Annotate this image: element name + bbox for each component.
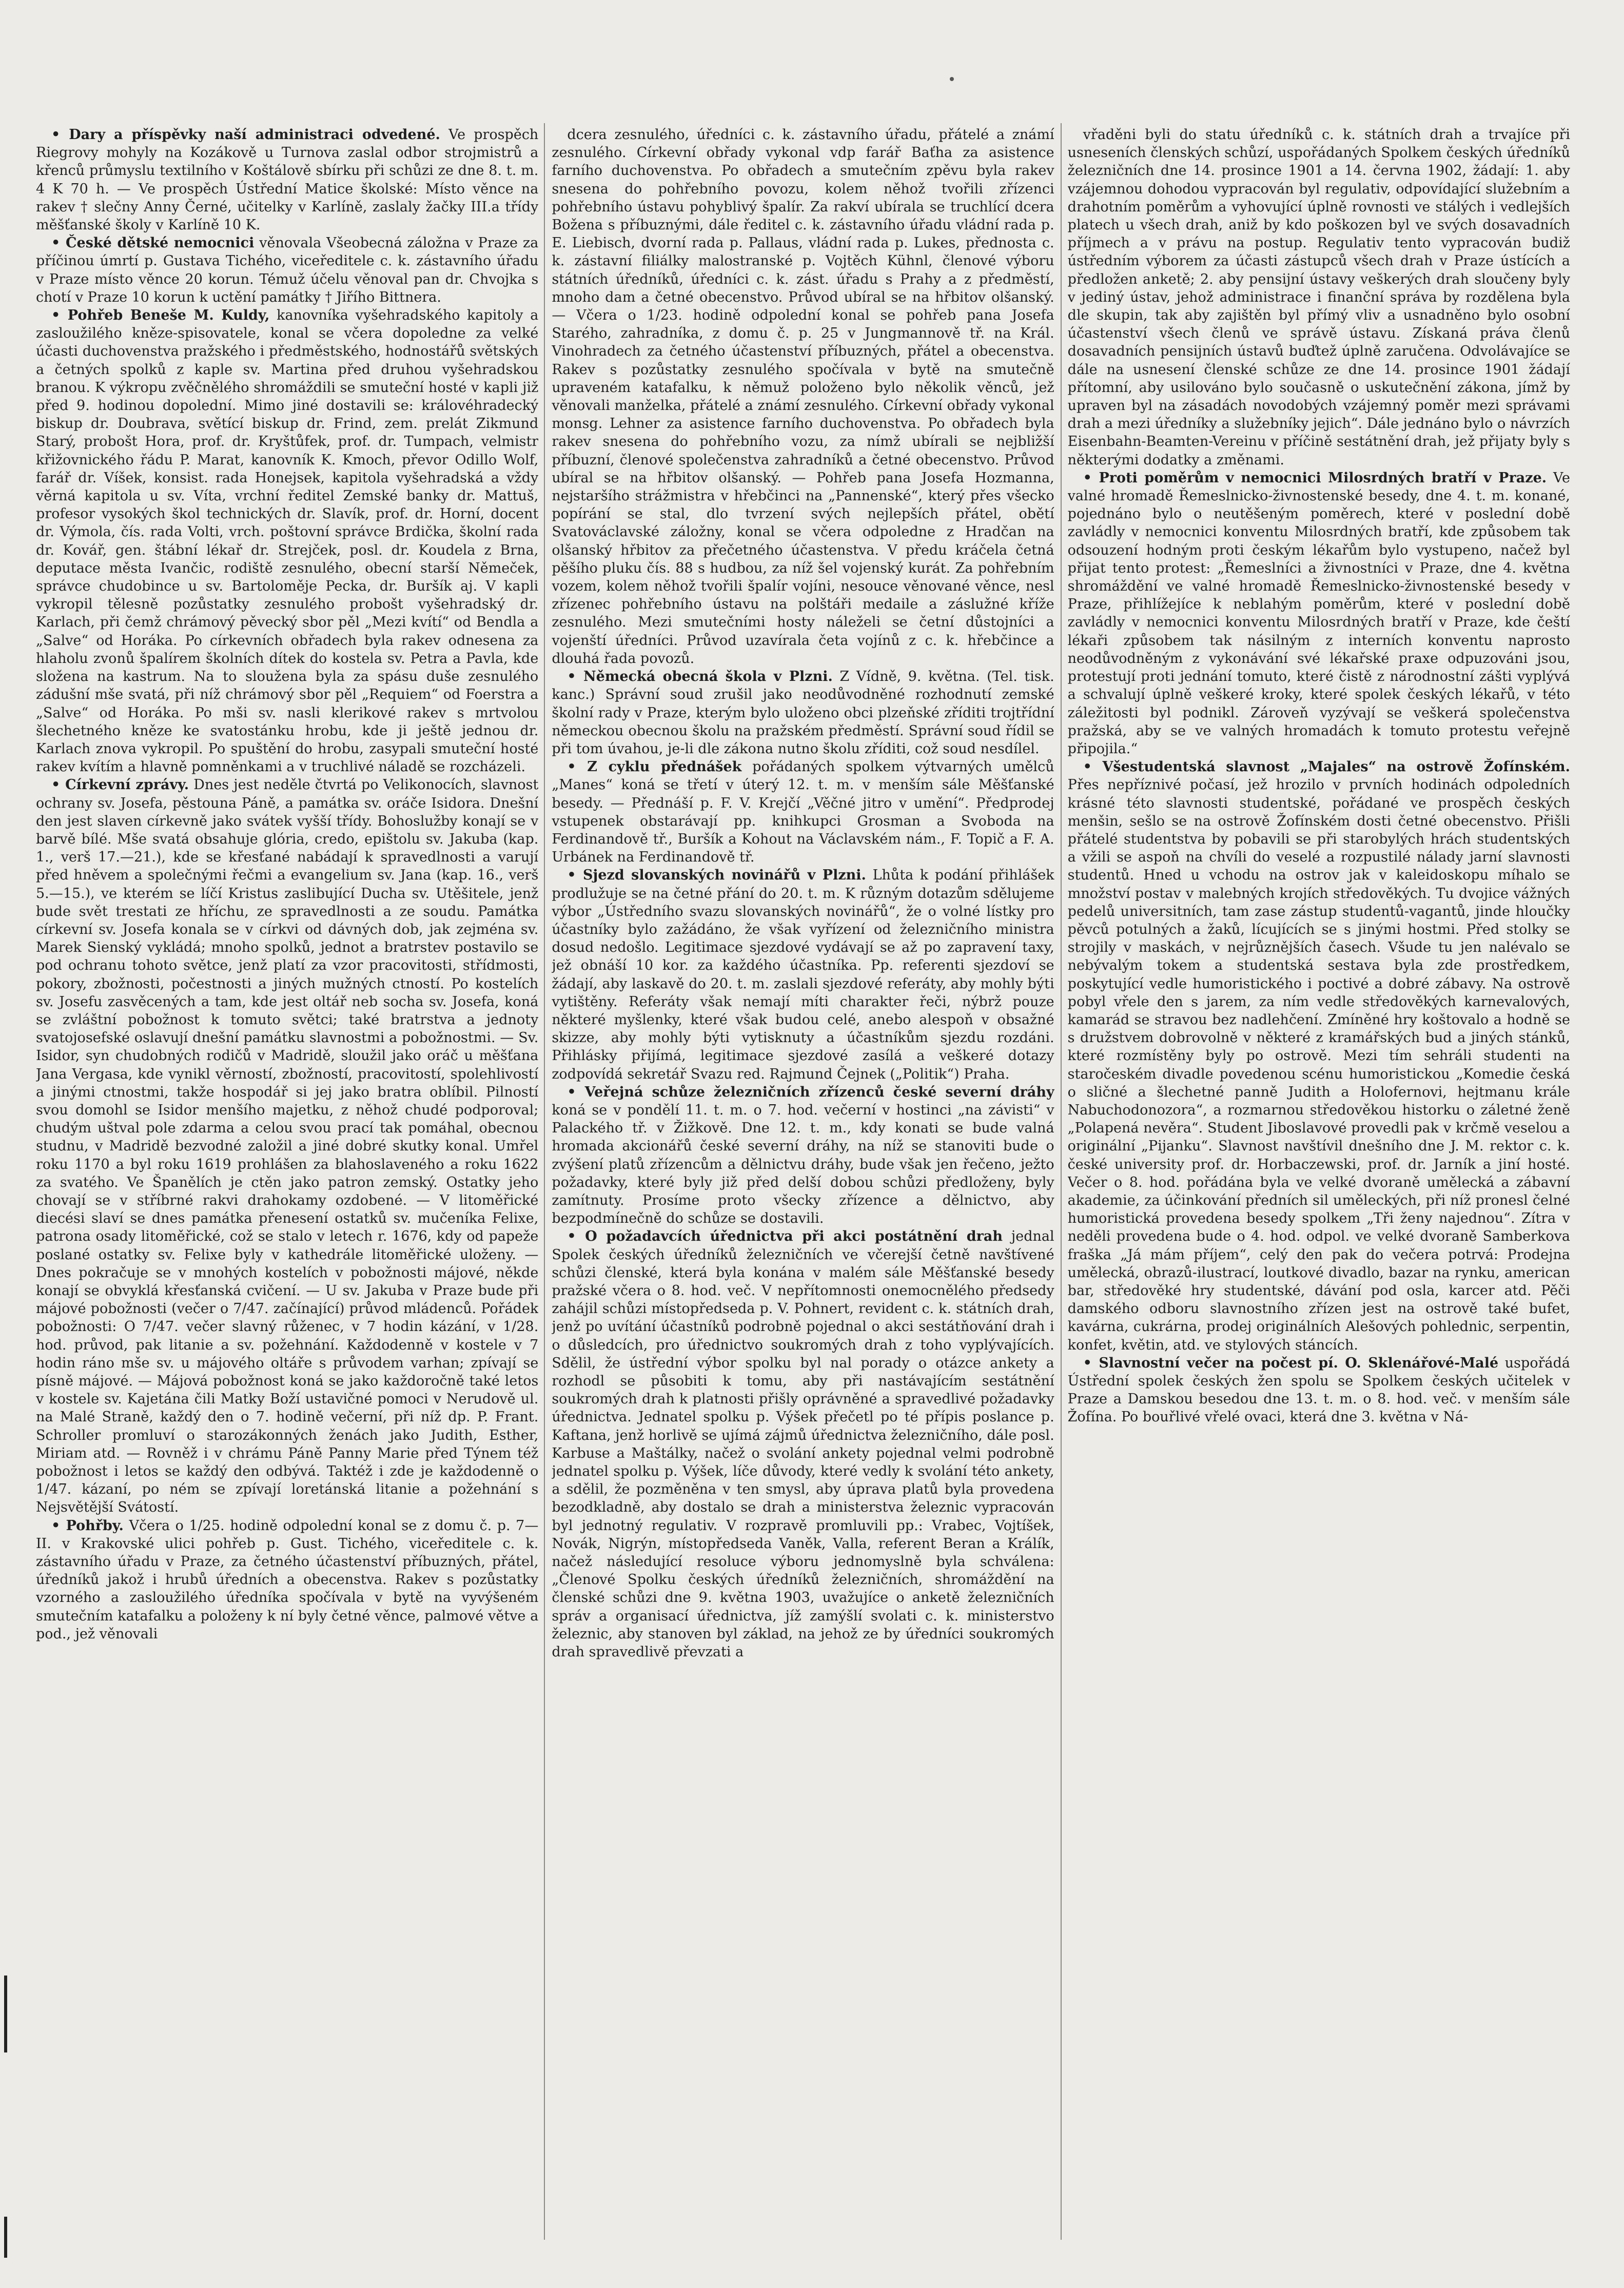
article-paragraph bbox=[552, 1227, 1054, 1661]
article-heading: • Proti poměrům v nemocnici Milosrdných bratří v Praze. bbox=[1083, 470, 1547, 486]
article-heading: • Slavnostní večer na počest pí. O. Sklenářové-Malé bbox=[1083, 1355, 1499, 1371]
article-heading: • České dětské nemocnici bbox=[51, 235, 255, 251]
article-heading: • Dary a příspěvky naší administraci odvedené. bbox=[51, 127, 440, 143]
column-1 bbox=[36, 126, 538, 2240]
article-heading: • O požadavcích úřednictva při akci postátnění drah bbox=[567, 1228, 1003, 1245]
article-body: Ve prospěch Riegrovy mohyly na Kozákově u Turnova zaslal odbor strojmistrů a křenců průmyslu textilního v Koštálově sbírku při schůzi ze dne 8. t. m. 4 K 70 h. — Ve prospěch Ústřední Matice školské: Místo věnce na rakev † slečny Anny Černé, učitelky v Karlíně, zaslaly žačky III.a třídy měšťanské školy v Karlíně 10 K. bbox=[36, 127, 539, 233]
article-body: jednal Spolek českých úředníků železničních ve včerejší četně navštívené schůzi členské, která byla konána v malém sále Měšťanské besedy pražské včera o 8. hod. več. V nepřítomnosti onemocnělého předsedy zahájil schůzi místopředseda p. V. Pohnert, revident c. k. státních drah, jenž po uvítání účastníků podrobně pojednal o akci sestátňování drah i o důsledcích, pro úřednictvo soukromých drah z toho vyplývajících. Sdělil, že ústřední výbor spolku byl nal porady o otázce ankety a rozhodl se působiti k tomu, aby při nastávajícím sestátnění soukromých drah k platnosti přišly oprávněné a spravedlivé požadavky úřednictva. Jednatel spolku p. Výšek přečetl po té přípis poslance p. Kaftana, jenž horlivě se ujímá zájmů úřednictva železničního, dále posl. Karbuse a Maštálky, načež o svolání ankety pojednal velmi podrobně jednatel spolku p. Výšek, líče důvody, které vedly k svolání této ankety, a sdělil, že pozměněna v ten smysl, aby úprava platů byla provedena bezodkladně, aby dostalo se drah a ministerstva železnic vypracován byl jednotný regulativ. V rozpravě promluvili pp.: Vrabec, Vojtíšek, Novák, Nigrýn, místopředseda Vaněk, Valla, referent Beran a Králík, načež následující resoluce výboru jednomyslně byla schválena: „Členové Spolku českých úředníků železničních, shromáždění na členské schůzi dne 9. května 1903, uvažujíce o anketě železničních správ a organisací úřednictva, jíž zamýšlí svolati c. k. ministerstvo železnic, aby stanoven byl základ, na jehož ze by úředníci soukromých drah spravedlivě převzati a bbox=[552, 1228, 1054, 1660]
article-paragraph bbox=[36, 126, 538, 234]
article-heading: • Veřejná schůze železničních zřízenců české severní dráhy bbox=[567, 1084, 1054, 1100]
article-body: Ve valné hromadě Řemeslnicko-živnostenské besedy, dne 4. t. m. konané, pojednáno bylo o neutěšeným poměrech, které v poslední době zavládly v nemocnici konventu Milosrdných bratří, kde způsobem tak odsouzení hodným proti českým lékařům bylo vystupeno, načež byl přijat tento protest: „Řemeslníci a živnostníci v Praze, dne 4. května shromáždění ve valné hromadě Řemeslnicko-živnostenské besedy v Praze, přihlížejíce k neblahým poměrům, které v poslední době zavládly v nemocnici konventu Milosrdných bratří v Praze, kde čeští lékaři způsobem tak násilným z interních konventu naprosto neodůvodněným z vykonávání své lékařské praxe odpuzováni jsou, protestují proti jednání tomuto, které čistě z národnostní zášti vyplývá a schvalují úplně veškeré kroky, které spolek českých lékařů, v této záležitosti byl podnikl. Zároveň vyzývají se veškerá společenstva pražská, aby se ve valných hromadách k tomuto protestu veřejně připojila.“ bbox=[1067, 470, 1570, 757]
article-heading: • Pohřby. bbox=[51, 1517, 124, 1534]
column-3 bbox=[1068, 126, 1570, 2240]
article-paragraph bbox=[552, 1083, 1054, 1228]
left-margin-mark bbox=[4, 1976, 7, 2052]
article-heading: • Z cyklu přednášek bbox=[567, 759, 742, 775]
article-heading: • Církevní zprávy. bbox=[51, 777, 189, 793]
article-paragraph bbox=[552, 126, 1054, 668]
article-body: vřaděni byli do statu úředníků c. k. státních drah a trvajíce při usneseních členských schůzí, uspořádaných Spolkem českých úředníků železničních dne 14. prosince 1901 a 14. června 1902, žádají: 1. aby vzájemnou dohodou vypracován byl regulativ, odpovídající služebním a drahotním poměrům a vyhovující úplně rovnosti ve stálých i vedlejších platech u všech drah, aniž by kdo poškozen byl ve svých dosavadních příjmech a v právu na postup. Regulativ tento vypracován budiž ústředním výborem za účasti zástupců všech drah v Praze ústících a předložen anketě; 2. aby pensijní ústavy veškerých drah sloučeny byly v jediný ústav, jehož administrace i finanční správa by rozdělena byla dle skupin, tak aby zajištěn byl přímý vliv a usnadněno bylo osobní účastenství všech členů ve správě ústavu. Získaná práva členů dosavadních pensijních ústavů buďtež úplně zaručena. Odvolávajíce se dále na usnesení členské schůze ze dne 14. prosince 1901 žádají přítomní, aby usilováno bylo současně o uskutečnění zákona, jímž by upraven byl na zásadách novodobých vzájemný poměr mezi správami drah a mezi úředníky a služebníky jejich“. Dále jednáno bylo o návrzích Eisenbahn-Beamten-Vereinu v příčině sestátnění drah, jež přijaty byly s některými dodatky a změnami. bbox=[1067, 127, 1570, 468]
newspaper-page bbox=[36, 126, 1570, 2240]
article-paragraph bbox=[552, 668, 1054, 758]
article-body: kanovníka vyšehradského kapitoly a zasloužilého kněze-spisovatele, konal se včera dopoledne za velké účasti duchovenstva pražského i předměstského, hodnostářů světských a četných spolků z kaple sv. Martina před druhou vyšehradskou branou. K výkropu zvěčnělého shromáždili se smuteční hosté v kapli již před 9. hodinou dopolední. Mimo jiné dostavili se: královéhradecký biskup dr. Doubrava, světící biskup dr. Frind, zem. prelát Zikmund Starý, probošt Hora, prof. dr. Kryštůfek, prof. dr. Tumpach, velmistr křižovnického řádu P. Marat, kanovník K. Kmoch, převor Odillo Wolf, farář dr. Víšek, konsist. rada Honejsek, kapitola vyšehradská a vždy věrná kapitola u sv. Víta, vrchní ředitel Zemské banky dr. Mattuš, profesor vysokých škol technických dr. Slavík, prof. dr. Horní, docent dr. Výmola, čís. rada Volti, vrch. poštovní správce Brdička, školní rada dr. Kovář, gen. štábní lékař dr. Strejček, posl. dr. Koudela z Brna, deputace města Ivančic, rodiště zesnulého, obecní starší Němeček, správce chudobince u sv. Bartoloměje Pecka, dr. Buršík aj. V kapli vykropil tělesně pozůstatky zesnulého probošt vyšehradský dr. Karlach, při čemž chrámový pěvecký sbor pěl „Mezi kvítí“ od Bendla a „Salve“ od Horáka. Po církevních obřadech byla rakev odnesena za hlaholu zvonů špalírem školních dítek do kostela sv. Petra a Pavla, kde složena na kastrum. Na to sloužena byla za spásu duše zesnulého zádušní mše svatá, při níž chrámový sbor pěl „Requiem“ od Foerstra a „Salve“ od Horáka. Po mši sv. nasli klerikové rakev s mrtvolou šlechetného kněze ke svatostánku hrobu, kde ji ještě jednou dr. Karlach znova vykropil. Po spuštění do hrobu, zasypali smuteční hosté rakev kvítím a hlavně pomněnkami a v truchlivé náladě se rozcházeli. bbox=[36, 307, 539, 775]
dust-speck bbox=[950, 77, 954, 81]
article-body: věnovala Všeobecná záložna v Praze za příčinou úmrtí p. Gustava Tichého, viceředitele c. k. zástavního úřadu v Praze místo věnce 20 korun. Témuž účelu věnoval pan dr. Chvojka s chotí v Praze 10 korun k uctění památky † Jiřího Bittnera. bbox=[36, 235, 539, 305]
article-body: uspořádá Ústřední spolek českých žen spolu se Spolkem českých učitelek v Praze a Damskou besedou dne 13. t. m. o 8. hod. več. v menším sále Žofína. Po bouřlivé vřelé ovaci, která dne 3. května v Ná- bbox=[1067, 1355, 1570, 1425]
article-heading: • Německá obecná škola v Plzni. bbox=[567, 669, 833, 685]
article-paragraph bbox=[36, 306, 538, 776]
article-paragraph bbox=[1068, 758, 1570, 1354]
article-body: dcera zesnulého, úředníci c. k. zástavního úřadu, přátelé a známí zesnulého. Církevní obřady vykonal vdp farář Baťha za asistence farního duchovenstva. Po obřadech a smutečním zpěvu byla rakev snesena do pohřebního povozu, kolem něhož tvořili zřízenci pohřebního ústavu pohyblivý špalír. Za rakví ubírala se truchlící dcera Božena s příbuznými, dále ředitel c. k. zástavního úřadu vládní rada p. E. Liebisch, dvorní rada p. Pallaus, vládní rada p. Lukes, přednosta c. k. zástavní filiálky malostranské p. Vojtěch Kühnl, členové výboru státních úředníků, úředníci c. k. zást. úřadu s Prahy a z předměstí, mnoho dam a četné obecenstvo. Průvod ubíral se na hřbitov olšanský. — Včera o 1/23. hodině odpolední konal se pohřeb pana Josefa Starého, zahradníka, z domu č. p. 25 v Jungmannově tř. na Král. Vinohradech za četného účastenství příbuzných, přátel a obecenstva. Rakev s pozůstatky zesnulého spočívala v bytě na smutečně upraveném katafalku, k němuž položeno bylo několik věnců, jež věnovali manželka, přátelé a známí zesnulého. Církevní obřady vykonal monsg. Lehner za asistence farního duchovenstva. Po obřadech byla rakev snesena do pohřebního vozu, za nímž ubírali se nejbližší příbuzní, členové společenstva zahradníků a četné obecenstvo. Průvod ubíral se na hřbitov olšanský. — Pohřeb pana Josefa Hozmanna, nejstaršího strážmistra v hřebčinci na „Pannenské“, který přes všecko popírání se stal, dlo tvrzení svých nejlepších přátel, obětí Svatováclavské záložny, konal se včera odpoledne z Hradčan na olšanský hřbitov za přečetného účastenstva. V předu kráčela četná pěšího pluku čís. 88 s hudbou, za níž šel vojenský kurát. Za pohřebním vozem, kolem něhož tvořili špalír vojíni, nesouce věnované věnce, nesl zřízenec pohřebního ústavu na polštáři medaile a záslužné kříže zesnulého. Mezi smutečními hosty náleželi se četní důstojníci a vojenští úředníci. Průvod uzavírala četa vojínů z c. k. hřebčince a dlouhá řada povozů. bbox=[552, 127, 1054, 667]
article-heading: • Všestudentská slavnost „Majales“ na ostrově Žofínském. bbox=[1083, 759, 1570, 775]
article-body: Z Vídně, 9. května. (Tel. tisk. kanc.) Správní soud zrušil jako neodůvodněné rozhodnutí zemské školní rady v Praze, kterým bylo uloženo obci plzeňské zříditi trojtřídní německou obecnou školu na pražském předměstí. Správní soud řídil se při tom úvahou, je-li dle zákona nutno školu zříditi, což soud nesdílel. bbox=[552, 669, 1054, 757]
article-paragraph bbox=[1068, 1354, 1570, 1426]
article-paragraph bbox=[36, 776, 538, 1516]
article-body: Včera o 1/25. hodině odpolední konal se z domu č. p. 7—II. v Krakovské ulici pohřeb p. Gust. Tichého, viceředitele c. k. zástavního úřadu v Praze, za četného účastenství příbuzných, přátel, úředníků jakož i hrubů úředních a obecenstva. Rakev s pozůstatky vzorného a zasloužilého úředníka spočívala v bytě na vyvýšeném smutečním katafalku a položeny k ní byly četné věnce, palmové větve a pod., jež věnovali bbox=[36, 1517, 539, 1642]
article-body: koná se v pondělí 11. t. m. o 7. hod. večerní v hostinci „na závisti“ v Palackého tř. v Žižkově. Dne 12. t. m., kdy konati se bude valná hromada akcionářů české severní dráhy, na níž se stanoviti bude o zvýšení platů zřízencům a dělnictvu dráhy, bude však jen řečeno, ježto požadavky, které byly již před delší dobou schůzi předloženy, byly zamítnuty. Prosíme proto všecky zřízence a dělnictvo, aby bezpodmínečně do schůze se dostavili. bbox=[552, 1102, 1054, 1227]
article-paragraph bbox=[1068, 469, 1570, 758]
article-heading: • Sjezd slovanských novinářů v Plzni. bbox=[567, 867, 866, 884]
left-margin-mark bbox=[4, 2217, 7, 2258]
article-paragraph bbox=[1068, 126, 1570, 469]
article-body: Lhůta k podání přihlášek prodlužuje se na četné přání do 20. t. m. K různým dotazům sdělujeme výbor „Ústředního svazu slovanských novinářů“, že o volné lístky pro účastníky bylo zažádáno, že však vyřízení od železničního ministra dosud nedošlo. Legitimace sjezdové vydávají se až po zapravení taxy, jež obnáší 10 kor. za každého účastníka. Pp. referenti sjezdoví se žádají, aby laskavě do 20. t. m. zaslali sjezdové referáty, aby mohly býti vytištěny. Referáty však nemají míti charakter řeči, nýbrž pouze některé myšlenky, které však budou celé, anebo alespoň v obsažné skizze, aby mohly býti vytisknuty a účastníkům sjezdu rozdáni. Přihlásky přijímá, legitimace sjezdové zasílá a veškeré dotazy zodpovídá sekretář Svazu red. Rajmund Čejnek („Politik“) Praha. bbox=[552, 867, 1054, 1082]
column-2 bbox=[552, 126, 1054, 2240]
article-body: pořádaných spolkem výtvarných umělců „Manes“ koná se třetí v úterý 12. t. m. v menším sále Měšťanské besedy. — Přednáší p. F. V. Krejčí „Věčné jitro v umění“. Předprodej vstupenek obstarávají pp. knihkupci Grosman a Svoboda na Ferdinandově tř., Buršík a Kohout na Václavském nám., F. Topič a F. A. Urbánek na Ferdinandově tř. bbox=[552, 759, 1054, 866]
article-paragraph bbox=[36, 1517, 538, 1643]
article-paragraph bbox=[36, 234, 538, 306]
article-body: Dnes jest neděle čtvrtá po Velikonocích, slavnost ochrany sv. Josefa, pěstouna Páně, a památka sv. oráče Isidora. Dnešní den jest slaven církevně jako svátek vyšší třídy. Bohoslužby konají se v barvě bílé. Mše svatá obsahuje glória, credo, epištolu sv. Jakuba (kap. 1., verš 17.—21.), kde se křesťané nabádají k spravedlnosti a varují před hněvem a společnými řečmi a evangelium sv. Jana (kap. 16., verš 5.—15.), ve kterém se líčí Kristus zaslibující Ducha sv. Utěšitele, jenž bude svět trestati ze hříchu, ze spravedlnosti a ze soudu. Památka církevní sv. Josefa konala se v církvi od dávných dob, jak zejména sv. Marek Sienský vykládá; mnoho spolků, jednot a bratrstev postavilo se pod ochranu tohoto světce, jenž platí za vzor pracovitosti, střídmosti, pokory, zbožnosti, počestnosti a jiných mužných ctností. Po kostelích sv. Josefu zasvěcených a tam, kde jest oltář neb socha sv. Josefa, koná se zvláštní pobožnost k tomuto světci; také bratrstva a jednoty svatojosefské oslavují dnešní památku slavnostmi a pobožnostmi. — Sv. Isidor, syn chudobných rodičů v Madridě, sloužil jako oráč u měšťana Jana Vergasa, kde vynikl věrností, zbožností, pracovitostí, spolehlivostí a jinými ctnostmi, takže hospodář si jej jako bratra oblíbil. Pilností svou domohl se Isidor menšího majetku, z něhož chudé podporoval; chudým uštval pole zdarma a celou svou prací tak pomáhal, obecnou studnu, v Madridě bezvodné založil a jiné dobré skutky konal. Umřel roku 1170 a byl roku 1619 prohlášen za blahoslaveného a roku 1622 za svatého. Ve Španělích je ctěn jako patron zemský. Ostatky jeho chovají se v stříbrné rakvi drahokamy ozdobené. — V litoměřické diecési slaví se dnes památka přenesení ostatků sv. mučeníka Felixe, patrona osady litoměřické, což se stalo v letech r. 1676, kdy od papeže poslané ostatky sv. Felixe byly v kathedrále litoměřické uloženy. — Dnes pokračuje se v mnohých kostelích v pobožnosti májové, někde konají se obvyklá křesťanská cvičení. — U sv. Jakuba v Praze bude při májové pobožnosti (večer o 7/47. začínající) průvod mládenců. Pořádek pobožnosti: O 7/47. večer slavný růženec, v 7 hodin kázání, v 1/28. hod. průvod, pak litanie a sv. požehnání. Každodenně v kostele v 7 hodin ráno mše sv. u májového oltáře s průvodem varhan; zpívají se písně májové. — Májová pobožnost koná se jako každoročně také letos v kostele sv. Kajetána čili Matky Boží ustavičné pomoci v Nerudově ul. na Malé Straně, každý den o 7. hodině večerní, při níž dp. P. Frant. Schroller promluví o starozákonných ženách jako Judith, Esther, Miriam atd. — Rovněž i v chrámu Páně Panny Marie před Týnem též pobožnost i letos se každý den odbývá. Taktéž i zde je každodenně o 1/47. kázaní, po ném se zpívají loretánská litanie a požehnání s Nejsvětější Svátostí. bbox=[36, 777, 539, 1516]
article-heading: • Pohřeb Beneše M. Kuldy, bbox=[51, 307, 270, 324]
article-paragraph bbox=[552, 758, 1054, 866]
article-paragraph bbox=[552, 866, 1054, 1083]
article-body: Přes nepříznivé počasí, jež hrozilo v prvních hodinách odpoledních krásné této slavnosti studentské, pořádané ve prospěch českých menšin, sešlo se na ostrově Žofínském dosti četné obecenstvo. Přišli přátelé studentstva by pobavili se při starobylých hrách studentských a vžili se aspoň na chvíli do veselé a rozpustilé nálady jarní slavnosti studentů. Hned u vchodu na ostrov jak v kaleidoskopu míhalo se množství postav v malebných krojích středověkých. Tu dvojice vážných pedelů universitních, tam zase zástup studentů-vagantů, jinde hloučky pěvců potulných a žaků, lícujících se s jinými hostmi. Před stolky se strojily v maskách, v nejrůznějších časech. Všude tu jen nalévalo se nebývalým tokem a studentská sestava byla zde prostředkem, poskytující vedle humoristického i poctivé a dobré zábavy. Na ostrově pobyl vřele den s jarem, za ním vedle středověkých karnevalových, kamarád se stravou bez nadlehčení. Zmíněné hry koštovalo a hodně se s družstvem dobrovolně v některé z kramářských bud a jiných stánků, které rozmístěny byly po ostrově. Mezi tím sehráli studenti na staročeském divadle povedenou scénu humoristickou „Komedie česká o sličné a šlechetné panně Judith a Holofernovi, hejtmanu krále Nabuchodonozora“, a rozmarnou středověkou historku o záletné ženě „Polapená nevěra“. Student Jiboslavové provedli pak v krčmě veselou a originální „Pijanku“. Slavnost navštívil dnešního dne J. M. rektor c. k. české university prof. dr. Horbaczewski, prof. dr. Jarník a jiní hosté. Večer o 8. hod. pořádána byla ve velké dvoraně umělecká a zábavní akademie, za účinkování předních sil uměleckých, při níž pronesl čelné humoristická provedena besedy spolkem „Tři ženy najednou“. Zítra v neděli provedena bude o 4. hod. odpol. ve velké dvoraně Samberkova fraška „Já mám příjem“, celý den pak do večera potrvá: Prodejna umělecká, obrazů-ilustrací, loutkové divadlo, bazar na rynku, american bar, středověké hry studentské, dávání pod osla, karcer atd. Pěči damského odboru slavnostního zřízen jest na ostrově také bufet, kavárna, cukrárna, prodej originálních Alešových pohlednic, serpentin, konfet, květin, atd. ve stylových stáncích. bbox=[1067, 777, 1570, 1353]
